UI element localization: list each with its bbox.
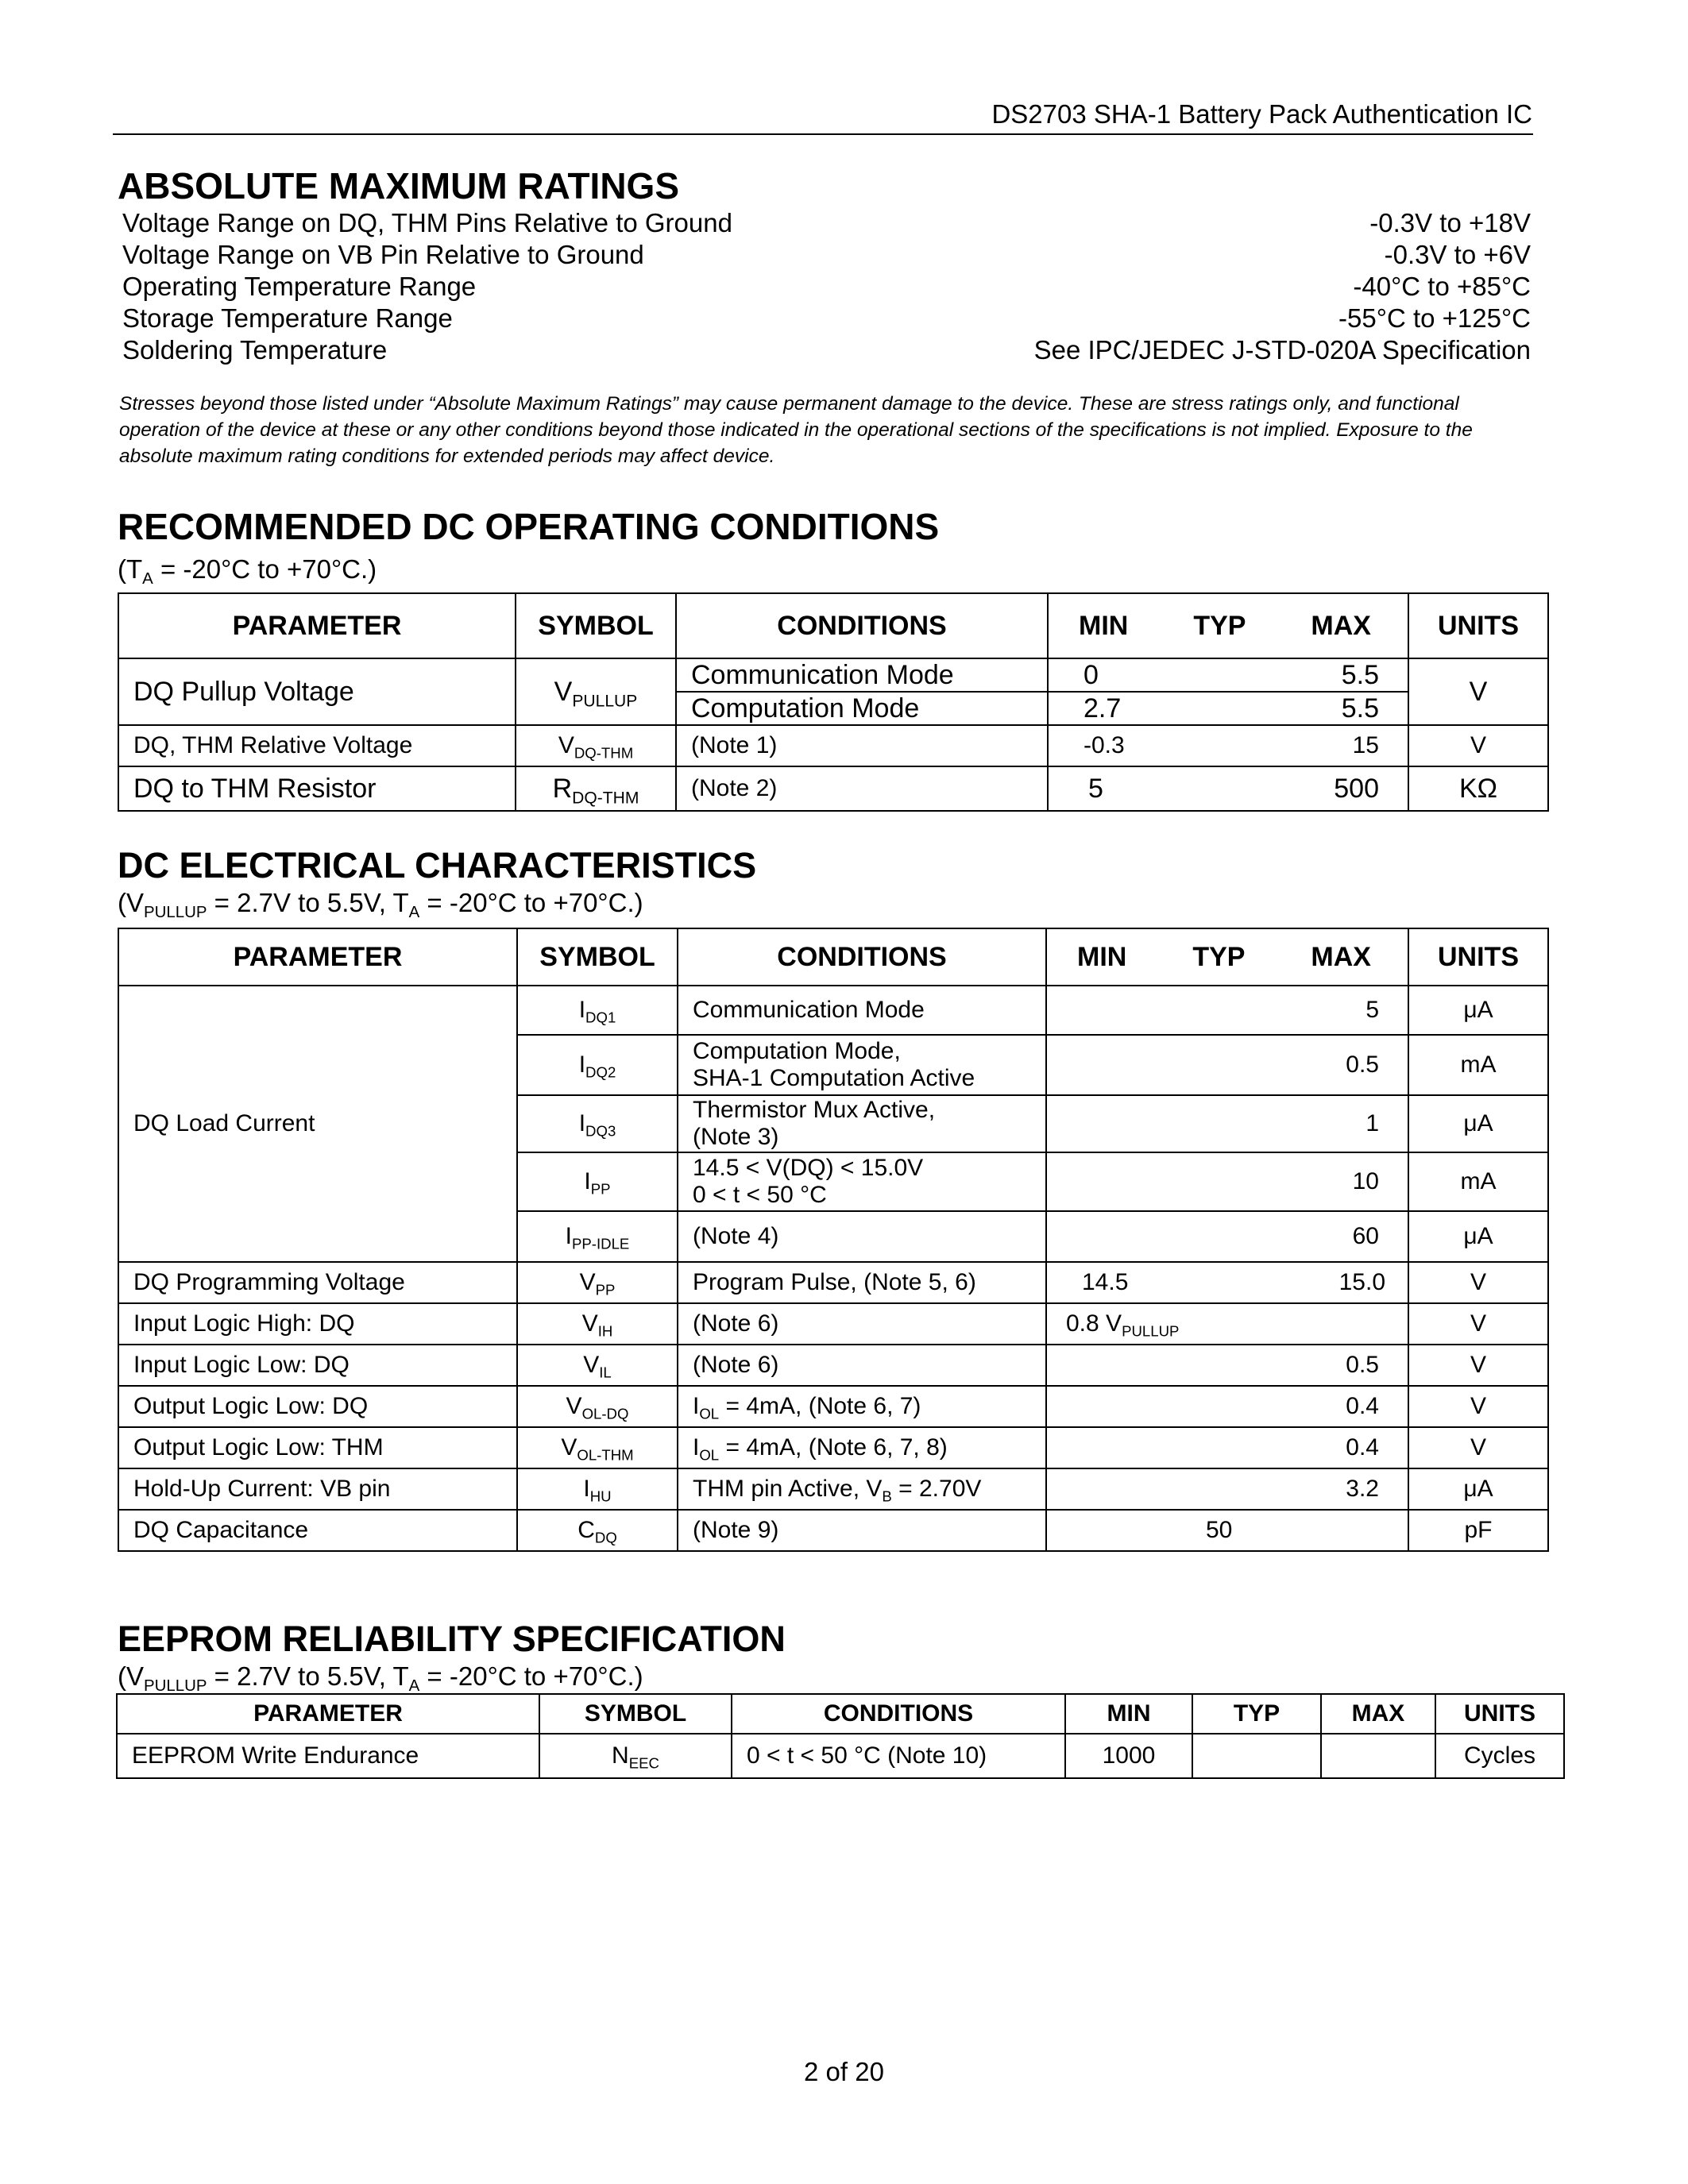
symbol-cell: $V_{IL}$ bbox=[517, 1345, 678, 1386]
conditions-cell: THM pin Active, $V_B = 2.70V$ bbox=[678, 1468, 1046, 1510]
col-symbol: SYMBOL bbox=[517, 928, 678, 986]
col-conditions: CONDITIONS bbox=[732, 1694, 1065, 1734]
param-cell: DQ Pullup Voltage bbox=[118, 658, 516, 725]
conditions-cell: (Note 2) bbox=[676, 766, 1048, 811]
dec-conditions: ($V_{PULLUP} = 2.7V$ to 5.5V, $T_A = -20^\circ C$ to +70°C.) bbox=[118, 888, 643, 922]
units-cell: mA bbox=[1408, 1152, 1548, 1211]
symbol-cell: $V_{OL-DQ}$ bbox=[517, 1386, 678, 1427]
param-cell: Input Logic High: DQ bbox=[118, 1303, 517, 1345]
symbol-cell: $V_{PULLUP}$ bbox=[516, 658, 676, 725]
typ-cell bbox=[1192, 1734, 1321, 1778]
conditions-cell: $I_{OL} = 4mA$, (Note 6, 7) bbox=[678, 1386, 1046, 1427]
eeprom-header-row bbox=[117, 1694, 1564, 1734]
conditions-cell: Computation Mode, SHA-1 Computation Active bbox=[678, 1035, 1046, 1095]
symbol-cell: $V_{IH}$ bbox=[517, 1303, 678, 1345]
units-cell: mA bbox=[1408, 1035, 1548, 1095]
col-min: MIN bbox=[1065, 1694, 1192, 1734]
conditions-cell: Communication Mode bbox=[676, 658, 1048, 692]
conditions-cell: (Note 9) bbox=[678, 1510, 1046, 1551]
conditions-cell: Computation Mode bbox=[676, 692, 1048, 725]
units-cell: V bbox=[1408, 658, 1548, 725]
table-row bbox=[118, 725, 1548, 766]
values-cell bbox=[1046, 1262, 1408, 1303]
dec-header-row bbox=[118, 928, 1548, 986]
amr-value: See IPC/JEDEC J-STD-020A Specification bbox=[1033, 335, 1531, 365]
max-value: 0.4 bbox=[1346, 1434, 1379, 1461]
amr-label: Voltage Range on DQ, THM Pins Relative to Ground bbox=[122, 208, 732, 237]
param-cell: Output Logic Low: DQ bbox=[118, 1386, 517, 1427]
values-cell: 1 bbox=[1046, 1095, 1408, 1152]
param-cell: DQ Load Current bbox=[118, 986, 517, 1262]
values-cell: 5 bbox=[1046, 986, 1408, 1035]
values-cell bbox=[1046, 1386, 1408, 1427]
col-symbol: SYMBOL bbox=[516, 593, 676, 658]
dec-title: DC ELECTRICAL CHARACTERISTICS bbox=[118, 845, 757, 886]
col-units: UNITS bbox=[1435, 1694, 1564, 1734]
typ-value: 50 bbox=[1206, 1517, 1233, 1543]
rdc-conditions: ($T_A = -20^\circ C$ to +70°C.) bbox=[118, 554, 377, 588]
amr-value: -40°C to +85°C bbox=[1353, 272, 1531, 301]
units-cell: V bbox=[1408, 1386, 1548, 1427]
amr-row bbox=[122, 240, 1531, 272]
col-parameter: PARAMETER bbox=[117, 1694, 539, 1734]
units-cell: μA bbox=[1408, 986, 1548, 1035]
header-rule bbox=[113, 133, 1533, 135]
symbol-cell: $R_{DQ-THM}$ bbox=[516, 766, 676, 811]
symbol-cell: $I_{DQ2}$ bbox=[517, 1035, 678, 1095]
param-cell: DQ to THM Resistor bbox=[118, 766, 516, 811]
amr-row bbox=[122, 208, 1531, 240]
units-cell: KΩ bbox=[1408, 766, 1548, 811]
document-header-title: DS2703 SHA-1 Battery Pack Authentication IC bbox=[991, 99, 1532, 129]
param-cell: Hold-Up Current: VB pin bbox=[118, 1468, 517, 1510]
units-cell: V bbox=[1408, 1427, 1548, 1468]
table-row bbox=[118, 1427, 1548, 1468]
col-min-typ-max: MIN TYP MAX bbox=[1048, 593, 1408, 658]
values-cell bbox=[1046, 1303, 1408, 1345]
values-cell: 10 bbox=[1046, 1152, 1408, 1211]
units-cell: Cycles bbox=[1435, 1734, 1564, 1778]
max-value: 3.2 bbox=[1346, 1476, 1379, 1502]
table-row bbox=[118, 658, 1548, 692]
min-value: 0.8 $V_{PULLUP}$ bbox=[1066, 1310, 1180, 1340]
col-parameter: PARAMETER bbox=[118, 593, 516, 658]
table-row bbox=[117, 1734, 1564, 1778]
conditions-cell: (Note 1) bbox=[676, 725, 1048, 766]
conditions-cell: Communication Mode bbox=[678, 986, 1046, 1035]
symbol-cell: $I_{HU}$ bbox=[517, 1468, 678, 1510]
col-conditions: CONDITIONS bbox=[678, 928, 1046, 986]
units-cell: pF bbox=[1408, 1510, 1548, 1551]
table-row bbox=[118, 1510, 1548, 1551]
param-cell: EEPROM Write Endurance bbox=[117, 1734, 539, 1778]
eeprom-table bbox=[116, 1693, 1565, 1779]
amr-label: Voltage Range on VB Pin Relative to Ground bbox=[122, 240, 644, 269]
values-cell bbox=[1046, 1345, 1408, 1386]
amr-value: -0.3V to +18V bbox=[1369, 208, 1531, 237]
units-cell: μA bbox=[1408, 1095, 1548, 1152]
eeprom-conditions: ($V_{PULLUP} = 2.7V$ to 5.5V, $T_A = -20^\circ C$ to +70°C.) bbox=[118, 1661, 643, 1696]
rdc-title: RECOMMENDED DC OPERATING CONDITIONS bbox=[118, 506, 940, 547]
table-row bbox=[118, 1303, 1548, 1345]
values-cell: -0.3 15 bbox=[1048, 725, 1408, 766]
eeprom-title: EEPROM RELIABILITY SPECIFICATION bbox=[118, 1619, 786, 1659]
dec-table bbox=[118, 928, 1549, 1552]
col-max: MAX bbox=[1321, 1694, 1435, 1734]
amr-row bbox=[122, 303, 1531, 335]
col-min-typ-max: MIN TYP MAX bbox=[1046, 928, 1408, 986]
conditions-cell: Program Pulse, (Note 5, 6) bbox=[678, 1262, 1046, 1303]
amr-row bbox=[122, 335, 1531, 367]
col-conditions: CONDITIONS bbox=[676, 593, 1048, 658]
values-cell bbox=[1046, 1510, 1408, 1551]
symbol-cell: $I_{DQ1}$ bbox=[517, 986, 678, 1035]
amr-row bbox=[122, 272, 1531, 303]
param-cell: DQ Capacitance bbox=[118, 1510, 517, 1551]
symbol-cell: $I_{PP}$ bbox=[517, 1152, 678, 1211]
conditions-cell: (Note 6) bbox=[678, 1345, 1046, 1386]
values-cell: 5 500 bbox=[1048, 766, 1408, 811]
amr-stress-note: Stresses beyond those listed under “Absolute Maximum Ratings” may cause permanent damage to the device. These are stress ratings only, and functional operation of the device at these or any other conditions beyond those indicated in the operational sections of the specifications is not implied. Exposure to the absolute maximum rating conditions for extended periods may affect device. bbox=[119, 393, 1473, 467]
param-cell: Output Logic Low: THM bbox=[118, 1427, 517, 1468]
conditions-cell: Thermistor Mux Active, (Note 3) bbox=[678, 1095, 1046, 1152]
col-units: UNITS bbox=[1408, 928, 1548, 986]
conditions-cell: $I_{OL} = 4mA$, (Note 6, 7, 8) bbox=[678, 1427, 1046, 1468]
param-cell: DQ Programming Voltage bbox=[118, 1262, 517, 1303]
units-cell: V bbox=[1408, 725, 1548, 766]
amr-label: Operating Temperature Range bbox=[122, 272, 477, 301]
values-cell: 0 5.5 bbox=[1048, 658, 1408, 692]
col-parameter: PARAMETER bbox=[118, 928, 517, 986]
amr-title: ABSOLUTE MAXIMUM RATINGS bbox=[118, 165, 680, 206]
param-cell: DQ, THM Relative Voltage bbox=[118, 725, 516, 766]
amr-label: Storage Temperature Range bbox=[122, 303, 453, 333]
symbol-cell: $V_{DQ-THM}$ bbox=[516, 725, 676, 766]
amr-label: Soldering Temperature bbox=[122, 335, 388, 365]
table-row bbox=[118, 1386, 1548, 1427]
conditions-cell: 0 < t < 50 °C (Note 10) bbox=[732, 1734, 1065, 1778]
max-value: 0.4 bbox=[1346, 1393, 1379, 1419]
values-cell: 0.5 bbox=[1046, 1035, 1408, 1095]
table-row bbox=[118, 1262, 1548, 1303]
amr-value: -55°C to +125°C bbox=[1338, 303, 1531, 333]
max-value: 15.0 bbox=[1338, 1269, 1385, 1295]
symbol-cell: $V_{PP}$ bbox=[517, 1262, 678, 1303]
max-value: 0.5 bbox=[1346, 1352, 1379, 1378]
max-cell bbox=[1321, 1734, 1435, 1778]
col-units: UNITS bbox=[1408, 593, 1548, 658]
rdc-table bbox=[118, 592, 1549, 812]
units-cell: μA bbox=[1408, 1211, 1548, 1262]
amr-value: -0.3V to +6V bbox=[1384, 240, 1531, 269]
col-typ: TYP bbox=[1192, 1694, 1321, 1734]
table-row bbox=[118, 986, 1548, 1035]
rdc-header-row bbox=[118, 593, 1548, 658]
symbol-cell: $N_{EEC}$ bbox=[539, 1734, 732, 1778]
min-value: 14.5 bbox=[1082, 1269, 1129, 1295]
units-cell: V bbox=[1408, 1345, 1548, 1386]
conditions-cell: 14.5 < V(DQ) < 15.0V 0 < t < 50 °C bbox=[678, 1152, 1046, 1211]
col-symbol: SYMBOL bbox=[539, 1694, 732, 1734]
units-cell: V bbox=[1408, 1262, 1548, 1303]
min-cell: 1000 bbox=[1065, 1734, 1192, 1778]
symbol-cell: $V_{OL-THM}$ bbox=[517, 1427, 678, 1468]
values-cell bbox=[1046, 1468, 1408, 1510]
symbol-cell: $I_{DQ3}$ bbox=[517, 1095, 678, 1152]
table-row bbox=[118, 766, 1548, 811]
table-row bbox=[118, 1345, 1548, 1386]
conditions-cell: (Note 6) bbox=[678, 1303, 1046, 1345]
param-cell: Input Logic Low: DQ bbox=[118, 1345, 517, 1386]
symbol-cell: $I_{PP-IDLE}$ bbox=[517, 1211, 678, 1262]
conditions-cell: (Note 4) bbox=[678, 1211, 1046, 1262]
values-cell: 60 bbox=[1046, 1211, 1408, 1262]
page-number: 2 of 20 bbox=[804, 2057, 884, 2086]
units-cell: V bbox=[1408, 1303, 1548, 1345]
values-cell: 2.7 5.5 bbox=[1048, 692, 1408, 725]
symbol-cell: $C_{DQ}$ bbox=[517, 1510, 678, 1551]
table-row bbox=[118, 1468, 1548, 1510]
values-cell bbox=[1046, 1427, 1408, 1468]
units-cell: μA bbox=[1408, 1468, 1548, 1510]
